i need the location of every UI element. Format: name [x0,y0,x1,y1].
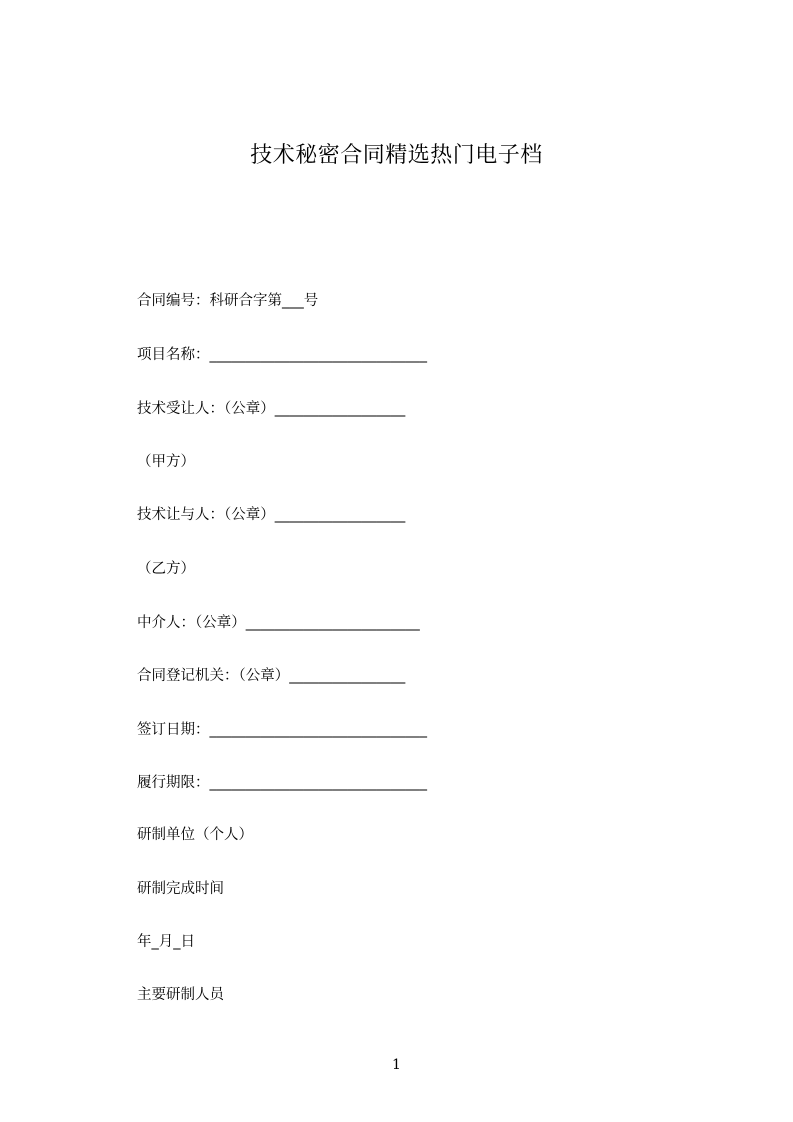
contract-number-blank: ___ [282,293,304,309]
completion-time-line [137,879,224,899]
assignor-label: 技术让与人：（公章） [137,507,275,523]
intermediary-label: 中介人：（公章） [137,615,246,631]
term-blank: ______________________________ [209,775,427,791]
project-name-blank: ______________________________ [209,347,427,363]
intermediary-blank: ________________________ [245,615,420,631]
assignor-line [137,505,405,525]
party-a-label: （甲方） [137,454,195,470]
party-b-label: （乙方） [137,561,195,577]
developer-unit-line [137,825,253,845]
signing-date-label: 签订日期： [137,722,210,738]
intermediary-line [137,613,420,633]
main-developers-line [137,985,224,1005]
registration-blank: ________________ [289,668,406,684]
signing-date-blank: ______________________________ [209,722,427,738]
year-month-day-label: 年_月_日 [137,934,195,950]
document-title: 技术秘密合同精选热门电子档 [250,143,543,168]
assignee-blank: __________________ [274,401,406,417]
contract-number-line [137,291,318,311]
registration-line [137,666,405,686]
registration-label: 合同登记机关：（公章） [137,668,290,684]
main-developers-label: 主要研制人员 [137,987,224,1003]
term-label: 履行期限： [137,775,210,791]
project-name-line [137,345,427,365]
assignee-label: 技术受让人：（公章） [137,401,275,417]
party-a-line [137,452,195,472]
date-line [137,932,195,952]
project-name-label: 项目名称： [137,347,210,363]
developer-unit-label: 研制单位（个人） [137,827,253,843]
signing-date-line [137,720,427,740]
assignor-blank: __________________ [274,507,406,523]
contract-number-suffix: 号 [303,293,319,309]
party-b-line [137,559,195,579]
completion-time-label: 研制完成时间 [137,881,224,897]
contract-number-prefix: 合同编号：科研合字第 [137,293,282,309]
assignee-line [137,399,405,419]
page-number: 1 [392,1057,401,1073]
term-line [137,773,427,793]
